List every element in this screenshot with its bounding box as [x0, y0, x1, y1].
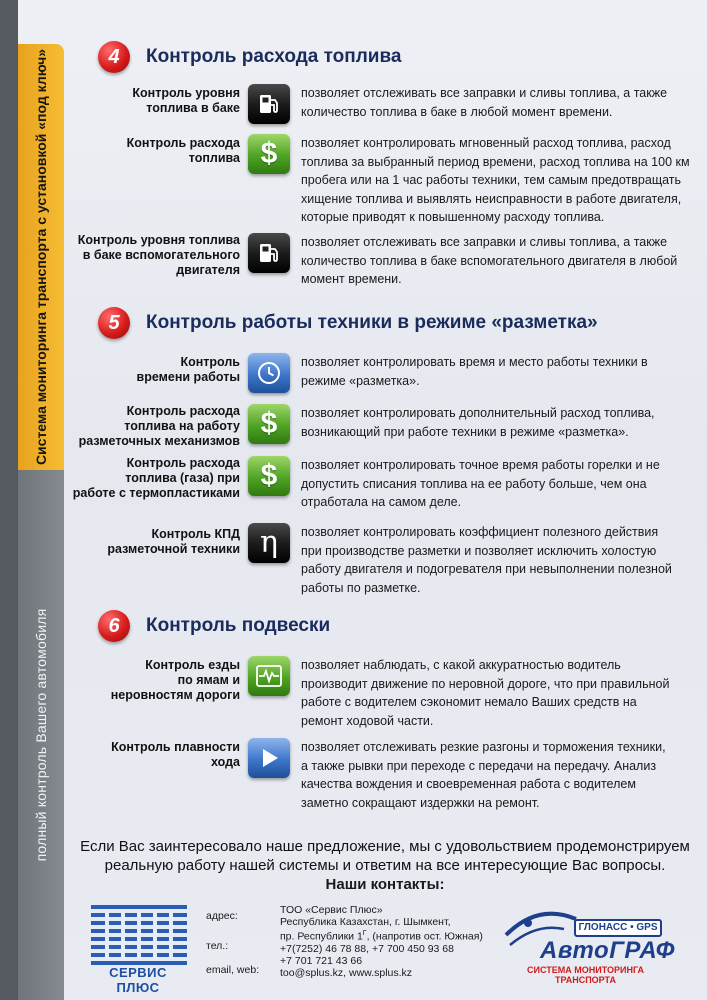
feature-description: позволяет отслеживать все заправки и сливы топлива, а также количество топлива в баке в любой момент времени. [301, 86, 668, 119]
glonass-gps-badge: ГЛОНАСС • GPS [574, 919, 662, 937]
feature-description: позволяет контролировать точное время работы горелки и не допустить списания топлива на ее работу больше, чем она отработала на самом деле. [301, 458, 660, 509]
contacts-title: Наши контакты: [325, 876, 445, 893]
side-tab-gray [18, 470, 64, 1000]
section-6-title: Контроль подвески [146, 615, 331, 636]
phone-line-1: +7(7252) 46 78 88, +7 700 450 93 68 [280, 942, 454, 955]
feature-description: позволяет отслеживать все заправки и сливы топлива, а также количество топлива в баке вспомогательного двигателя в любой момент времени. [301, 235, 678, 286]
feature-label: Контроль КПД разметочной техники [107, 527, 240, 556]
section-4-header [98, 40, 401, 74]
footer-invitation-line-1: Если Вас заинтересовало наше предложение, мы с удовольствием продемонстрируем [80, 838, 690, 855]
waveform-icon [248, 656, 290, 696]
feature-label: Контроль времени работы [136, 355, 240, 384]
dollar-icon: $ [248, 456, 290, 496]
side-tab-gray-text: полный контроль Вашего автомобиля [33, 608, 49, 862]
fuel-pump-icon [248, 233, 290, 273]
footer-invitation-line-2: реальную работу нашей системы и ответим на все интересующие Вас вопросы. [104, 857, 666, 874]
feature-label: Контроль уровня топлива в баке вспомогательного двигателя [77, 233, 240, 277]
section-6-number-badge: 6 [98, 610, 130, 642]
section-5-number-badge: 5 [98, 307, 130, 339]
left-dark-strip [0, 0, 18, 1000]
play-icon [248, 738, 290, 778]
feature-label: Контроль езды по ямам и неровностям дороги [110, 658, 240, 702]
feature-label: Контроль плавности хода [111, 740, 240, 769]
section-5-title: Контроль работы техники в режиме «разметка» [146, 312, 598, 333]
email-web[interactable]: too@splus.kz, www.splus.kz [280, 966, 413, 979]
servis-plus-logo-icon [91, 905, 187, 969]
section-4-number-badge: 4 [98, 41, 130, 73]
feature-description: позволяет контролировать время и место работы техники в режиме «разметка». [301, 355, 648, 388]
clock-icon [248, 353, 290, 393]
avtograf-brand-name: АвтоГРАФ [540, 937, 675, 964]
feature-description: позволяет контролировать коэффициент полезного действия при производстве разметки и позволяет исключить холостую работу двигателя и подогревателя при невыполнении полезной работы по разметке. [301, 525, 672, 595]
feature-label: Контроль расхода топлива [126, 136, 240, 165]
section-4-title: Контроль расхода топлива [146, 46, 402, 67]
section-6-header [98, 609, 330, 643]
avtograf-tagline: СИСТЕМА МОНИТОРИНГА ТРАНСПОРТА [527, 965, 644, 985]
dollar-icon: $ [248, 134, 290, 174]
phone-line-2: +7 701 721 43 66 [280, 954, 363, 967]
feature-label: Контроль расхода топлива на работу разметочных механизмов [78, 404, 240, 448]
feature-description: позволяет отслеживать резкие разгоны и торможения техники, а также рывки при переходе с передачи на передачу. Анализ качества вождения и своевременная работа с водителем заметно сокращают издержки на ремонт. [301, 740, 666, 810]
feature-label: Контроль уровня топлива в баке [132, 86, 240, 115]
email-label: email, web: [206, 964, 260, 976]
contact-values [280, 904, 483, 979]
address-label: адрес: [206, 910, 238, 922]
feature-description: позволяет контролировать мгновенный расход топлива, расход топлива за выбранный период времени, расход топлива на 100 км пробега или на 1 час работы техники, тем самым предотвращать хищение топлива и выявлять неисправности в работе двигателя, которые приводят к повышенному расходу топлива. [301, 136, 690, 224]
feature-label: Контроль расхода топлива (газа) при работе с термопластиками [72, 456, 240, 500]
dollar-icon: $ [248, 404, 290, 444]
side-tab-orange [18, 44, 64, 470]
eta-icon: η [248, 523, 290, 563]
fuel-pump-icon [248, 84, 290, 124]
side-tab-orange-text: Система мониторинга транспорта с установкой «под ключ» [33, 48, 49, 466]
phone-label: тел.: [206, 940, 229, 952]
feature-description: позволяет наблюдать, с какой аккуратностью водитель производит движение по неровной дороге, что при правильной работе с водителем сэкономит немало Ваших средств на ремонт ходовой части. [301, 658, 670, 728]
address-line-2: пр. Республики $1^Г$, (напротив ост. Южная) [280, 930, 483, 943]
company-name: ТОО «Сервис Плюс» [280, 904, 383, 916]
feature-description: позволяет контролировать дополнительный расход топлива, возникающий при работе техники в режиме «разметка». [301, 406, 655, 439]
section-5-header [98, 306, 598, 340]
servis-plus-logo-text: СЕРВИС ПЛЮС [109, 965, 167, 995]
contact-labels [206, 910, 259, 976]
address-line-1: Республика Казахстан, г. Шымкент, [280, 916, 451, 928]
